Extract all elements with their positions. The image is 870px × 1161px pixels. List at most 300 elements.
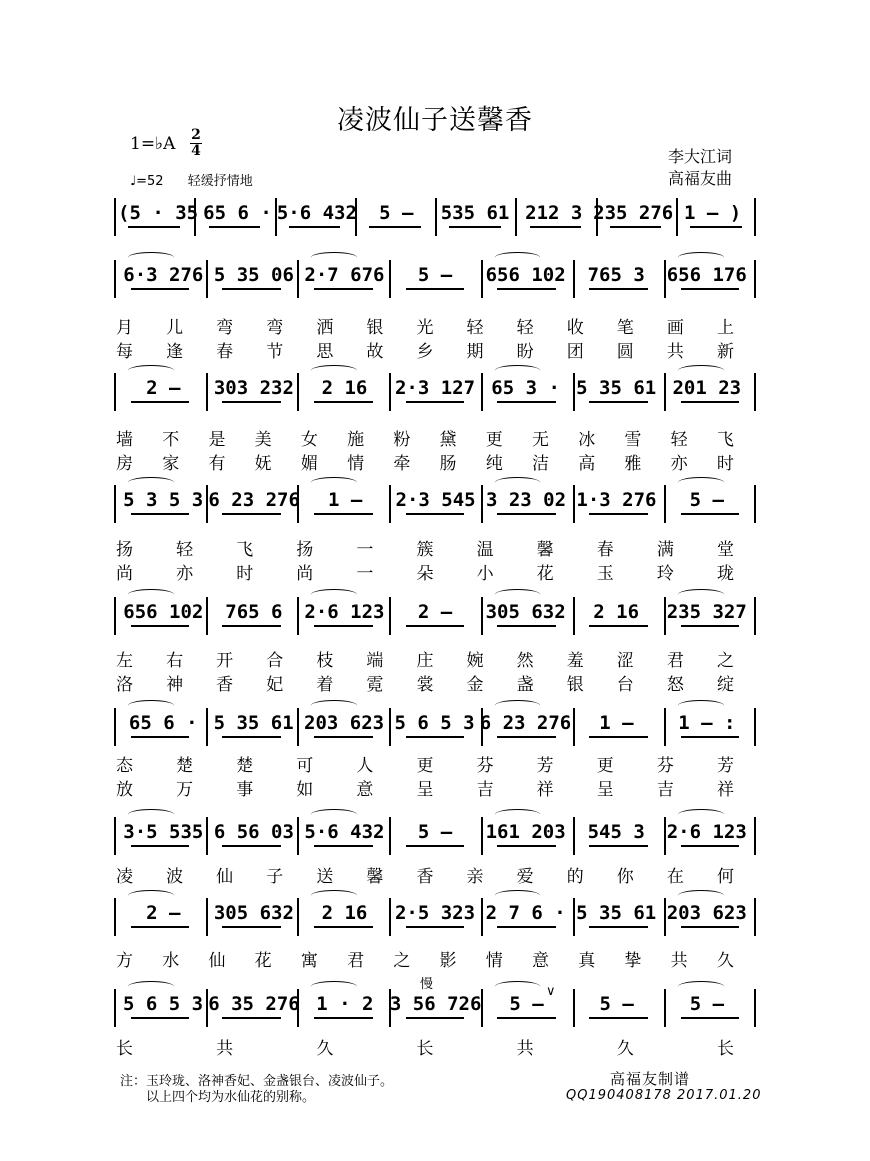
lyric-char: 团 xyxy=(566,342,586,362)
barline xyxy=(754,373,756,411)
lyric-char: 期 xyxy=(466,342,486,362)
lyric-char: 美 xyxy=(254,430,274,450)
beam-line xyxy=(681,926,740,928)
barline xyxy=(664,260,666,298)
barline xyxy=(297,260,299,298)
lyric-char: 玉 xyxy=(596,564,616,584)
beam-line xyxy=(690,226,741,228)
beam-line xyxy=(589,845,648,847)
measure: 656 102 xyxy=(485,264,566,286)
slur xyxy=(678,890,724,901)
barline xyxy=(754,817,756,855)
lyric-char: 君 xyxy=(347,951,367,971)
measure: 5 3 5 3 xyxy=(123,489,204,511)
lyric-char: 无 xyxy=(531,430,551,450)
lyric-line-v2 xyxy=(116,449,736,474)
lyric-char: 时 xyxy=(716,454,736,474)
slur xyxy=(311,589,357,600)
measure: 1 – xyxy=(327,489,363,511)
lyric-char: 纯 xyxy=(485,454,505,474)
footnote xyxy=(120,1074,393,1106)
beam-line xyxy=(406,513,465,515)
lyric-char: 长 xyxy=(716,1039,736,1059)
lyric-line-v1 xyxy=(116,646,736,671)
lyric-char: 如 xyxy=(296,780,316,800)
beam-line xyxy=(406,1017,465,1019)
composer: 高福友曲 xyxy=(668,169,733,188)
barline xyxy=(754,198,756,236)
notation-row xyxy=(114,196,756,236)
lyric-char: 房 xyxy=(116,454,135,474)
lyric-char: 情 xyxy=(347,454,367,474)
lyric-char: 簇 xyxy=(416,540,436,560)
breath-mark-icon: ∨ xyxy=(546,984,556,999)
barline xyxy=(754,597,756,635)
lyric-line-v1 xyxy=(116,425,736,450)
slur xyxy=(128,890,174,901)
lyric-char: 香 xyxy=(216,675,236,695)
lyric-char: 何 xyxy=(716,867,736,887)
measure: 6 23 276 xyxy=(208,489,300,511)
lyric-char: 共 xyxy=(670,951,690,971)
measure: 5 – xyxy=(417,264,453,286)
lyric-char: 花 xyxy=(536,564,556,584)
barline xyxy=(754,485,756,523)
measure: 2 16 xyxy=(593,601,640,623)
lyric-char: 芬 xyxy=(476,756,496,776)
measure: 5 35 61 xyxy=(213,712,294,734)
barline xyxy=(297,989,299,1027)
barline xyxy=(481,260,483,298)
slur xyxy=(128,252,174,263)
lyric-char: 吉 xyxy=(656,780,676,800)
measure: 5 – xyxy=(689,993,725,1015)
lyric-char: 银 xyxy=(366,318,386,338)
tempo-bpm: =52 xyxy=(136,174,164,189)
measure: 656 176 xyxy=(666,264,747,286)
lyric-char: 挚 xyxy=(624,951,644,971)
lyric-char: 女 xyxy=(300,430,320,450)
lyric-char: 收 xyxy=(566,318,586,338)
time-signature-bottom: 4 xyxy=(191,143,201,159)
barline xyxy=(206,817,208,855)
lyric-char: 飞 xyxy=(236,540,256,560)
beam-line xyxy=(406,288,465,290)
lyric-char: 君 xyxy=(666,651,686,671)
lyric-char: 开 xyxy=(216,651,236,671)
lyric-line-v2 xyxy=(116,337,736,362)
slur xyxy=(495,365,541,376)
slur xyxy=(311,365,357,376)
beam-line xyxy=(131,513,190,515)
measure: 65 6 · xyxy=(203,202,272,224)
notation-row xyxy=(114,483,756,523)
lyric-char: 不 xyxy=(162,430,182,450)
barline xyxy=(355,198,357,236)
lyric-char: 裳 xyxy=(416,675,436,695)
beam-line xyxy=(681,401,740,403)
lyric-char: 祥 xyxy=(716,780,736,800)
barline xyxy=(515,198,517,236)
barline xyxy=(481,597,483,635)
notes xyxy=(118,821,752,855)
notation-row xyxy=(114,258,756,298)
barline xyxy=(297,817,299,855)
barline xyxy=(676,198,678,236)
measure: 5 35 06 xyxy=(213,264,294,286)
slur xyxy=(495,477,541,488)
slur xyxy=(678,981,724,992)
slur xyxy=(311,809,357,820)
barline xyxy=(389,373,391,411)
barline xyxy=(206,708,208,746)
lyric-char: 玲 xyxy=(656,564,676,584)
lyric-char: 端 xyxy=(366,651,386,671)
lyric-char: 洁 xyxy=(531,454,551,474)
measure: 3·5 535 xyxy=(123,821,204,843)
measure: 305 632 xyxy=(213,902,294,924)
beam-line xyxy=(222,513,281,515)
measure: (5 · 35 xyxy=(118,202,199,224)
barline xyxy=(114,373,116,411)
measure: 5 6 5 3 xyxy=(394,712,475,734)
measure: 1·3 276 xyxy=(576,489,657,511)
lyric-char: 右 xyxy=(166,651,186,671)
barline xyxy=(573,708,575,746)
lyric-char: 吉 xyxy=(476,780,496,800)
measure: 1 – xyxy=(599,712,634,734)
notation-row xyxy=(114,815,756,855)
lyric-char: 意 xyxy=(531,951,551,971)
beam-line xyxy=(497,845,556,847)
lyric-char: 芳 xyxy=(536,756,556,776)
lyric-line-v1 xyxy=(116,946,736,971)
lyric-char: 家 xyxy=(162,454,182,474)
measure: 2·3 127 xyxy=(394,377,476,399)
lyric-char: 弯 xyxy=(266,318,286,338)
lyricist: 李大江词 xyxy=(668,147,733,166)
song-title: 凌波仙子送馨香 xyxy=(337,105,533,136)
lyric-char: 画 xyxy=(666,318,686,338)
beam-line xyxy=(222,625,281,627)
slur xyxy=(678,589,724,600)
measure: 235 327 xyxy=(666,601,747,623)
lyric-char: 轻 xyxy=(670,430,690,450)
barline xyxy=(664,817,666,855)
measure: 656 102 xyxy=(123,601,204,623)
measure: 65 6 · xyxy=(128,712,198,734)
beam-line xyxy=(406,736,465,738)
lyric-char: 羞 xyxy=(566,651,586,671)
lyric-char: 轻 xyxy=(176,540,196,560)
slur xyxy=(495,252,541,263)
measure: 5·6 432 xyxy=(304,821,385,843)
measure: 2·7 676 xyxy=(304,264,385,286)
lyric-char: 之 xyxy=(393,951,413,971)
credits xyxy=(668,146,732,190)
lyric-char: 温 xyxy=(476,540,496,560)
lyric-char: 长 xyxy=(116,1039,135,1059)
measure: 2·3 545 xyxy=(395,489,476,511)
lyric-char: 馨 xyxy=(366,867,386,887)
lyric-char: 送 xyxy=(316,867,336,887)
lyric-char: 洛 xyxy=(116,675,135,695)
lyric-char: 满 xyxy=(656,540,676,560)
barline xyxy=(573,989,575,1027)
notes xyxy=(118,902,752,936)
barline xyxy=(664,597,666,635)
barline xyxy=(754,898,756,936)
lyric-char: 的 xyxy=(566,867,586,887)
lyric-char: 笔 xyxy=(616,318,636,338)
barline xyxy=(389,708,391,746)
lyric-char: 飞 xyxy=(716,430,736,450)
beam-line xyxy=(131,926,190,928)
barline xyxy=(114,485,116,523)
lyric-char: 妃 xyxy=(266,675,286,695)
measure: 5 35 61 xyxy=(576,902,657,924)
lyric-char: 堂 xyxy=(716,540,736,560)
lyric-char: 影 xyxy=(439,951,459,971)
lyric-char: 上 xyxy=(716,318,736,338)
barline xyxy=(206,485,208,523)
lyric-char: 仙 xyxy=(208,951,228,971)
measure: 5 – xyxy=(599,993,634,1015)
lyric-char: 妩 xyxy=(254,454,274,474)
lyric-char: 馨 xyxy=(536,540,556,560)
slow-mark: 慢 xyxy=(420,977,434,992)
beam-line xyxy=(131,401,190,403)
lyric-char: 逢 xyxy=(166,342,186,362)
notes xyxy=(118,264,752,298)
beam-line xyxy=(314,926,373,928)
beam-line xyxy=(369,226,420,228)
lyric-char: 久 xyxy=(316,1039,336,1059)
beam-line xyxy=(589,926,648,928)
lyric-char: 情 xyxy=(485,951,505,971)
barline xyxy=(664,708,666,746)
beam-line xyxy=(222,926,281,928)
lyric-char: 媚 xyxy=(300,454,320,474)
lyric-char: 施 xyxy=(347,430,367,450)
barline xyxy=(481,708,483,746)
barline xyxy=(754,989,756,1027)
measure: 765 6 xyxy=(225,601,283,623)
barline xyxy=(297,708,299,746)
lyric-char: 爱 xyxy=(516,867,536,887)
lyric-char: 更 xyxy=(596,756,616,776)
lyric-char: 春 xyxy=(216,342,236,362)
lyric-char: 小 xyxy=(476,564,496,584)
beam-line xyxy=(406,401,465,403)
slur xyxy=(128,700,174,711)
measure: 65 3 · xyxy=(491,377,560,399)
lyric-char: 冰 xyxy=(578,430,598,450)
measure: 203 623 xyxy=(304,712,385,734)
measure: 235 276 xyxy=(593,202,674,224)
lyric-char: 尚 xyxy=(296,564,316,584)
beam-line xyxy=(314,401,373,403)
slur xyxy=(128,981,174,992)
notation-row xyxy=(114,987,756,1027)
barline xyxy=(114,817,116,855)
lyric-char: 节 xyxy=(266,342,286,362)
beam-line xyxy=(589,736,648,738)
lyric-char: 牵 xyxy=(393,454,413,474)
measure: 201 23 xyxy=(672,377,742,399)
lyric-char: 怒 xyxy=(666,675,686,695)
lyric-char: 事 xyxy=(236,780,256,800)
lyric-char: 波 xyxy=(166,867,186,887)
barline xyxy=(206,373,208,411)
barline xyxy=(206,989,208,1027)
lyric-char: 亦 xyxy=(176,564,196,584)
slur xyxy=(495,700,541,711)
slur xyxy=(311,981,357,992)
barline xyxy=(435,198,437,236)
lyric-line-v1 xyxy=(116,313,736,338)
barline xyxy=(481,485,483,523)
slur xyxy=(128,477,174,488)
measure: 2·6 123 xyxy=(304,601,385,623)
lyric-char: 新 xyxy=(716,342,736,362)
measure: 545 3 xyxy=(587,821,645,843)
time-signature xyxy=(189,128,203,159)
lyric-char: 亦 xyxy=(670,454,690,474)
measure: 5 – xyxy=(379,202,414,224)
lyric-char: 金 xyxy=(466,675,486,695)
barline xyxy=(754,708,756,746)
barline xyxy=(114,597,116,635)
measure: 305 632 xyxy=(485,601,566,623)
measure: 5 6 5 3 xyxy=(123,993,204,1015)
lyric-char: 芬 xyxy=(656,756,676,776)
slur xyxy=(311,252,357,263)
barline xyxy=(481,817,483,855)
measure: 161 203 xyxy=(485,821,566,843)
measure: 6 56 03 xyxy=(213,821,294,843)
notes xyxy=(118,601,752,635)
lyric-char: 然 xyxy=(516,651,536,671)
beam-line xyxy=(131,1017,190,1019)
lyric-char: 一 xyxy=(356,540,376,560)
lyric-char: 银 xyxy=(566,675,586,695)
lyric-char: 人 xyxy=(356,756,376,776)
barline xyxy=(206,597,208,635)
lyric-char: 婉 xyxy=(466,651,486,671)
lyric-char: 态 xyxy=(116,756,135,776)
lyric-char: 真 xyxy=(578,951,598,971)
slur xyxy=(678,365,724,376)
lyric-line-v1 xyxy=(116,862,736,887)
lyric-char: 霓 xyxy=(366,675,386,695)
barline xyxy=(664,485,666,523)
measure: 5 35 61 xyxy=(576,377,657,399)
lyric-char: 花 xyxy=(254,951,274,971)
lyric-line-v1 xyxy=(116,535,736,560)
lyric-char: 肠 xyxy=(439,454,459,474)
lyric-char: 在 xyxy=(666,867,686,887)
barline xyxy=(389,260,391,298)
beam-line xyxy=(314,625,373,627)
beam-line xyxy=(497,736,556,738)
beam-line xyxy=(530,226,581,228)
measure: 203 623 xyxy=(666,902,747,924)
beam-line xyxy=(222,401,281,403)
lyric-char: 一 xyxy=(356,564,376,584)
lyric-char: 久 xyxy=(716,951,736,971)
lyric-char: 之 xyxy=(716,651,736,671)
lyric-char: 是 xyxy=(208,430,228,450)
beam-line xyxy=(589,625,648,627)
lyric-char: 子 xyxy=(266,867,286,887)
lyric-char: 有 xyxy=(208,454,228,474)
slur xyxy=(495,890,541,901)
slur xyxy=(311,890,357,901)
lyric-char: 扬 xyxy=(296,540,316,560)
lyric-char: 弯 xyxy=(216,318,236,338)
lyric-char: 枝 xyxy=(316,651,336,671)
beam-line xyxy=(681,288,740,290)
beam-line xyxy=(589,288,648,290)
measure: 6 35 276 xyxy=(208,993,300,1015)
lyric-char: 思 xyxy=(316,342,336,362)
measure: 303 232 xyxy=(213,377,294,399)
lyric-char: 共 xyxy=(666,342,686,362)
lyric-char: 共 xyxy=(516,1039,536,1059)
lyric-char: 每 xyxy=(116,342,135,362)
beam-line xyxy=(131,625,190,627)
lyric-char: 涩 xyxy=(616,651,636,671)
beam-line xyxy=(681,1017,740,1019)
lyric-char: 春 xyxy=(596,540,616,560)
barline xyxy=(389,597,391,635)
measure: 5 – xyxy=(417,821,453,843)
barline xyxy=(114,198,116,236)
beam-line xyxy=(406,926,465,928)
barline xyxy=(297,485,299,523)
lyric-char: 庄 xyxy=(416,651,436,671)
notes xyxy=(118,489,752,523)
barline xyxy=(481,989,483,1027)
notes xyxy=(118,377,752,411)
qq-date: QQ190408178 2017.01.20 xyxy=(566,1088,762,1103)
lyric-char: 洒 xyxy=(316,318,336,338)
lyric-char: 凌 xyxy=(116,867,135,887)
quarter-note-icon: ♩ xyxy=(130,174,137,189)
measure: 6·3 276 xyxy=(123,264,204,286)
beam-line xyxy=(610,226,661,228)
beam-line xyxy=(497,625,556,627)
lyric-char: 雅 xyxy=(624,454,644,474)
barline xyxy=(389,817,391,855)
lyric-char: 扬 xyxy=(116,540,135,560)
lyric-char: 轻 xyxy=(466,318,486,338)
lyric-char: 盏 xyxy=(516,675,536,695)
lyric-char: 黛 xyxy=(439,430,459,450)
beam-line xyxy=(406,625,465,627)
lyric-char: 乡 xyxy=(416,342,436,362)
barline xyxy=(114,989,116,1027)
measure: 6 23 276 xyxy=(479,712,572,734)
barline xyxy=(596,198,598,236)
barline xyxy=(754,260,756,298)
beam-line xyxy=(128,226,179,228)
beam-line xyxy=(681,845,740,847)
lyric-char: 楚 xyxy=(236,756,256,776)
lyric-char: 台 xyxy=(616,675,636,695)
lyric-char: 芳 xyxy=(716,756,736,776)
